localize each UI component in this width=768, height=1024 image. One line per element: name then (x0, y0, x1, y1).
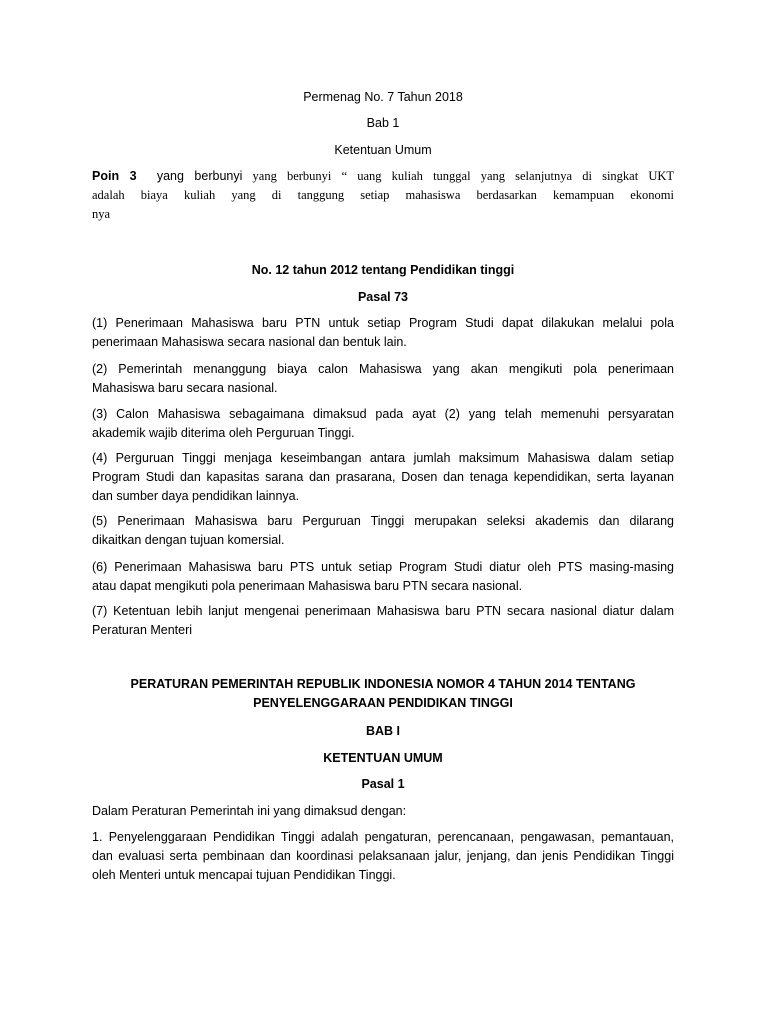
heading-ketentuan-umum-caps: KETENTUAN UMUM (323, 751, 443, 765)
poin-3-paragraph (92, 167, 674, 224)
pasal-73-item-5 (92, 512, 674, 550)
pasal-73-item-4 (92, 449, 674, 506)
poin-3-line-2: adalah biaya kuliah yang di tanggung setiap mahasiswa berdasarkan kemampuan ekonomi (92, 188, 674, 202)
item-3-line-2: akademik wajib diterima oleh Perguruan Tinggi. (92, 426, 355, 440)
pasal-73-item-1 (92, 314, 674, 352)
item-4-line-3: dan sumber daya pendidikan lainnya. (92, 489, 300, 503)
heading-pp-4-2014-line-1: PERATURAN PEMERINTAH REPUBLIK INDONESIA NOMOR 4 TAHUN 2014 TENTANG (130, 677, 636, 691)
heading-pasal-73: Pasal 73 (357, 290, 409, 304)
item-1-line-1: (1) Penerimaan Mahasiswa baru PTN untuk setiap Program Studi dapat dilakukan melalui pola (92, 316, 674, 330)
item-2-line-2: Mahasiswa baru secara nasional. (92, 381, 278, 395)
heading-ketentuan-umum: Ketentuan Umum (334, 143, 432, 157)
poin-3-label: Poin 3 (92, 169, 137, 183)
pasal-1-item-1 (92, 828, 674, 885)
pasal-1-item-1-line-3: oleh Menteri untuk mencapai tujuan Pendidikan Tinggi. (92, 868, 396, 882)
item-4-line-2: Program Studi dan kapasitas sarana dan prasarana, Dosen dan tenaga kependidikan, serta layanan (92, 470, 674, 484)
item-6-line-1: (6) Penerimaan Mahasiswa baru PTS untuk setiap Program Studi diatur oleh PTS masing-masing (92, 560, 674, 574)
poin-3-extra-text: yang berbunyi (156, 169, 243, 183)
heading-pasal-1: Pasal 1 (361, 777, 405, 791)
pasal-73-item-6 (92, 558, 674, 596)
pasal-73-item-2 (92, 360, 674, 398)
item-5-line-1: (5) Penerimaan Mahasiswa baru Perguruan Tinggi merupakan seleksi akademis dan dilarang (92, 514, 674, 528)
item-5-line-2: dikaitkan dengan tujuan komersial. (92, 533, 285, 547)
heading-uu-12-2012: No. 12 tahun 2012 tentang Pendidikan tinggi (251, 263, 515, 277)
heading-pp-4-2014-line-2: PENYELENGGARAAN PENDIDIKAN TINGGI (253, 696, 513, 710)
heading-bab-i: BAB I (365, 724, 401, 738)
heading-permenag: Permenag No. 7 Tahun 2018 (303, 90, 463, 104)
poin-3-text-1: yang berbunyi “ uang kuliah tunggal yang selanjutnya di singkat UKT (252, 169, 675, 183)
heading-bab-1: Bab 1 (366, 116, 400, 130)
poin-3-line-3: nya (92, 207, 111, 221)
item-7-line-2: Peraturan Menteri (92, 623, 193, 637)
pasal-73-item-3 (92, 405, 674, 443)
item-7-line-1: (7) Ketentuan lebih lanjut mengenai penerimaan Mahasiswa baru PTN secara nasional diatur dalam (92, 604, 674, 618)
item-1-line-2: penerimaan Mahasiswa secara nasional dan bentuk lain. (92, 335, 407, 349)
item-4-line-1: (4) Perguruan Tinggi menjaga keseimbangan antara jumlah maksimum Mahasiswa dalam setiap (92, 451, 674, 465)
pasal-1-item-1-line-1: 1. Penyelenggaraan Pendidikan Tinggi adalah pengaturan, perencanaan, pengawasan, pemantauan, (92, 830, 674, 844)
document-body (92, 0, 674, 1024)
pasal-1-item-1-line-2: dan evaluasi serta pembinaan dan koordinasi pelaksanaan jalur, jenjang, dan jenis Pendidikan Tinggi (92, 849, 674, 863)
item-3-line-1: (3) Calon Mahasiswa sebagaimana dimaksud pada ayat (2) yang telah memenuhi persyaratan (92, 407, 674, 421)
pasal-73-item-7 (92, 602, 674, 640)
pasal-1-intro: Dalam Peraturan Pemerintah ini yang dimaksud dengan: (92, 804, 407, 818)
poin-3-line-1 (92, 167, 674, 186)
item-6-line-2: atau dapat mengikuti pola penerimaan Mahasiswa baru PTN secara nasional. (92, 579, 523, 593)
item-2-line-1: (2) Pemerintah menanggung biaya calon Mahasiswa yang akan mengikuti pola penerimaan (92, 362, 674, 376)
